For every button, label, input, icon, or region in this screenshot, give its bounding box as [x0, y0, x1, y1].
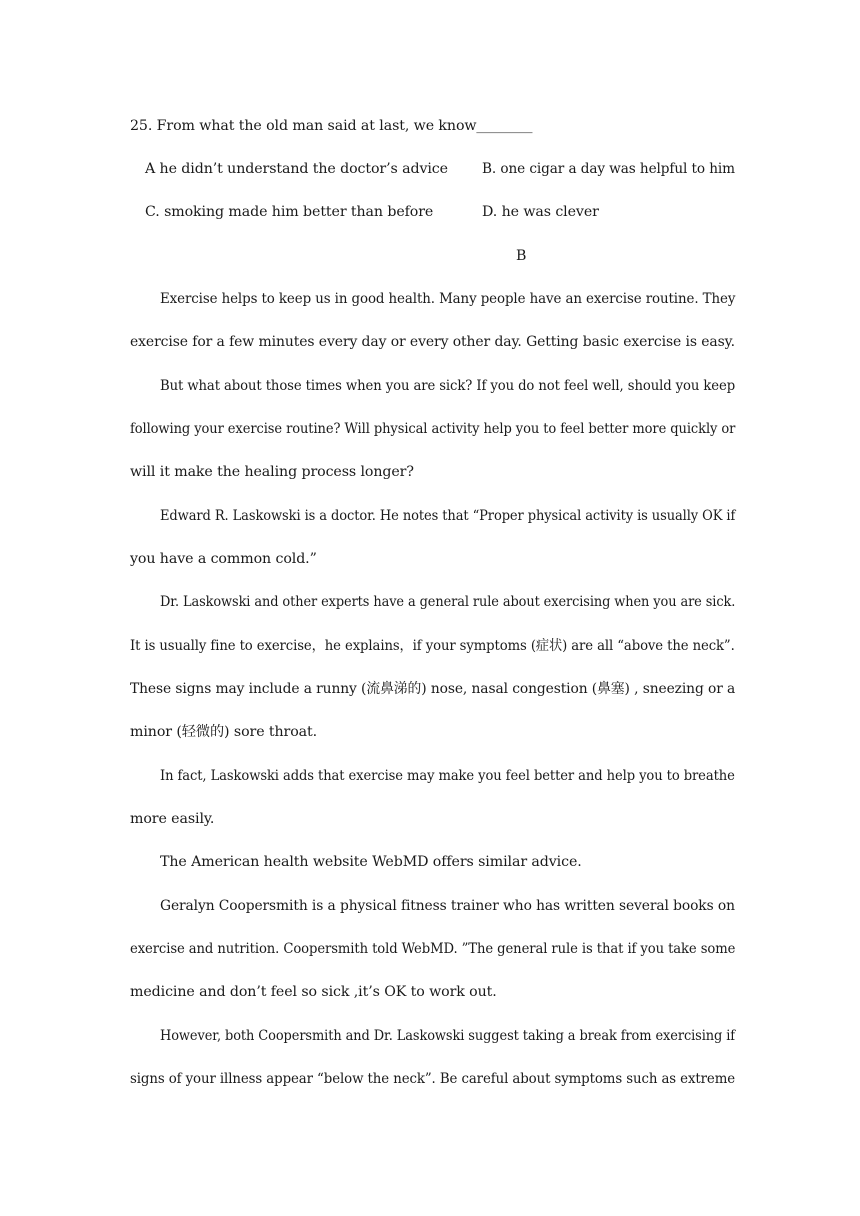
paragraph-line: signs of your illness appear “below the neck”. Be careful about symptoms such as extreme: [130, 1071, 736, 1087]
paragraph-line: However, both Coopersmith and Dr. Laskowski suggest taking a break from exercising if: [160, 1028, 736, 1044]
section-label: B: [516, 248, 527, 264]
option-c: C. smoking made him better than before: [145, 204, 434, 220]
paragraph-line: exercise for a few minutes every day or every other day. Getting basic exercise is easy.: [130, 334, 735, 350]
paragraph-line: It is usually fine to exercise，he explains，if your symptoms (症状) are all “above the neck”.: [130, 638, 735, 654]
paragraph-line: following your exercise routine? Will physical activity help you to feel better more quickly or: [130, 421, 736, 437]
paragraph-line: minor (轻微的) sore throat.: [130, 724, 318, 740]
paragraph-line: exercise and nutrition. Coopersmith told WebMD. ”The general rule is that if you take some: [130, 941, 736, 957]
paragraph-line: Edward R. Laskowski is a doctor. He notes that “Proper physical activity is usually OK if: [160, 508, 736, 524]
paragraph-line: Geralyn Coopersmith is a physical fitness trainer who has written several books on: [160, 898, 735, 914]
paragraph-line: But what about those times when you are sick? If you do not feel well, should you keep: [160, 378, 736, 394]
question-stem: 25. From what the old man said at last, we know________: [130, 118, 533, 134]
option-a: A he didn’t understand the doctor’s advice: [145, 161, 448, 177]
paragraph-line: In fact, Laskowski adds that exercise may make you feel better and help you to breathe: [160, 768, 735, 784]
paragraph-line: medicine and don’t feel so sick ,it’s OK to work out.: [130, 984, 497, 1000]
paragraph-line: will it make the healing process longer?: [130, 464, 414, 480]
paragraph-line: The American health website WebMD offers similar advice.: [160, 854, 582, 870]
paragraph-line: more easily.: [130, 811, 215, 827]
paragraph-line: Exercise helps to keep us in good health. Many people have an exercise routine. They: [160, 291, 736, 307]
option-b: B. one cigar a day was helpful to him: [482, 161, 736, 177]
paragraph-line: Dr. Laskowski and other experts have a general rule about exercising when you are sick.: [160, 594, 736, 610]
paragraph-line: These signs may include a runny (流鼻涕的) nose, nasal congestion (鼻塞) , sneezing or a: [130, 681, 736, 697]
option-d: D. he was clever: [482, 204, 599, 220]
paragraph-line: you have a common cold.”: [130, 551, 317, 567]
